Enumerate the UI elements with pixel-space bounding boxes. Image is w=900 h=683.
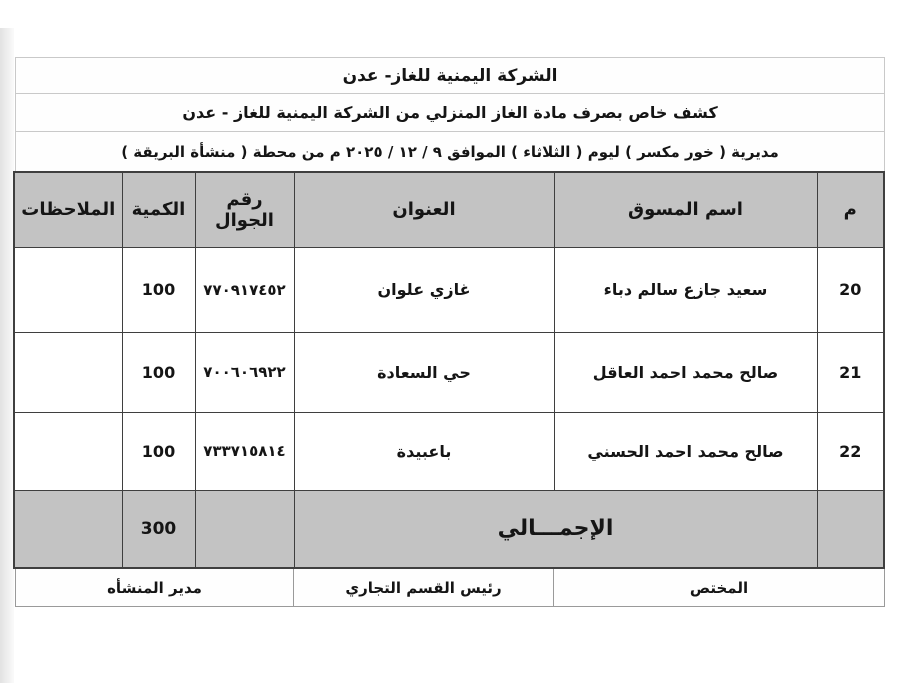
cell-address: باعبيدة [294, 412, 554, 490]
cell-serial: 22 [817, 412, 884, 490]
statement-title: كشف خاص بصرف مادة الغاز المنزلي من الشركة اليمنية للغاز - عدن [15, 93, 885, 131]
dispense-table [13, 171, 885, 569]
cell-mobile: ٧٠٠٦٠٦٩٢٢ [195, 332, 294, 412]
cell-mobile: ٧٣٣٧١٥٨١٤ [195, 412, 294, 490]
total-label: الإجمـــالي [294, 490, 817, 568]
header-marketer-name: اسم المسوق [554, 172, 817, 247]
cell-notes [14, 332, 122, 412]
table-row [14, 332, 884, 412]
cell-serial: 21 [817, 332, 884, 412]
total-quantity: 300 [122, 490, 195, 568]
signature-specialist: المختص [689, 578, 749, 597]
table-row [14, 412, 884, 490]
signatures-row [15, 569, 885, 607]
cell-address: حي السعادة [294, 332, 554, 412]
header-serial: م [817, 172, 884, 247]
signature-commercial-dept-head: رئيس القسم التجاري [294, 569, 554, 606]
district-date-info-line: مديرية ( خور مكسر ) ليوم ( الثلاثاء ) الموافق ٩ / ١٢ / ٢٠٢٥ م من محطة ( منشأة البريقة ) [15, 131, 885, 171]
total-mobile-cell [195, 490, 294, 568]
cell-quantity: 100 [122, 412, 195, 490]
gas-dispense-statement [15, 57, 885, 607]
table-row [14, 247, 884, 332]
cell-address: غازي علوان [294, 247, 554, 332]
total-notes-cell [14, 490, 122, 568]
cell-marketer-name: صالح محمد احمد العاقل [554, 332, 817, 412]
signature-facility-manager: مدير المنشأه [16, 569, 294, 606]
header-address: العنوان [294, 172, 554, 247]
header-quantity: الكمية [122, 172, 195, 247]
total-row [14, 490, 884, 568]
scan-left-shadow [0, 28, 14, 683]
table-header-row [14, 172, 884, 247]
cell-quantity: 100 [122, 332, 195, 412]
cell-marketer-name: صالح محمد احمد الحسني [554, 412, 817, 490]
cell-notes [14, 247, 122, 332]
header-notes: الملاحظات [14, 172, 122, 247]
cell-quantity: 100 [122, 247, 195, 332]
cell-notes [14, 412, 122, 490]
cell-serial: 20 [817, 247, 884, 332]
cell-marketer-name: سعيد جازع سالم دباء [554, 247, 817, 332]
header-mobile: رقم الجوال [195, 172, 294, 247]
company-title: الشركة اليمنية للغاز- عدن [15, 57, 885, 93]
total-serial-cell [817, 490, 884, 568]
cell-mobile: ٧٧٠٩١٧٤٥٢ [195, 247, 294, 332]
